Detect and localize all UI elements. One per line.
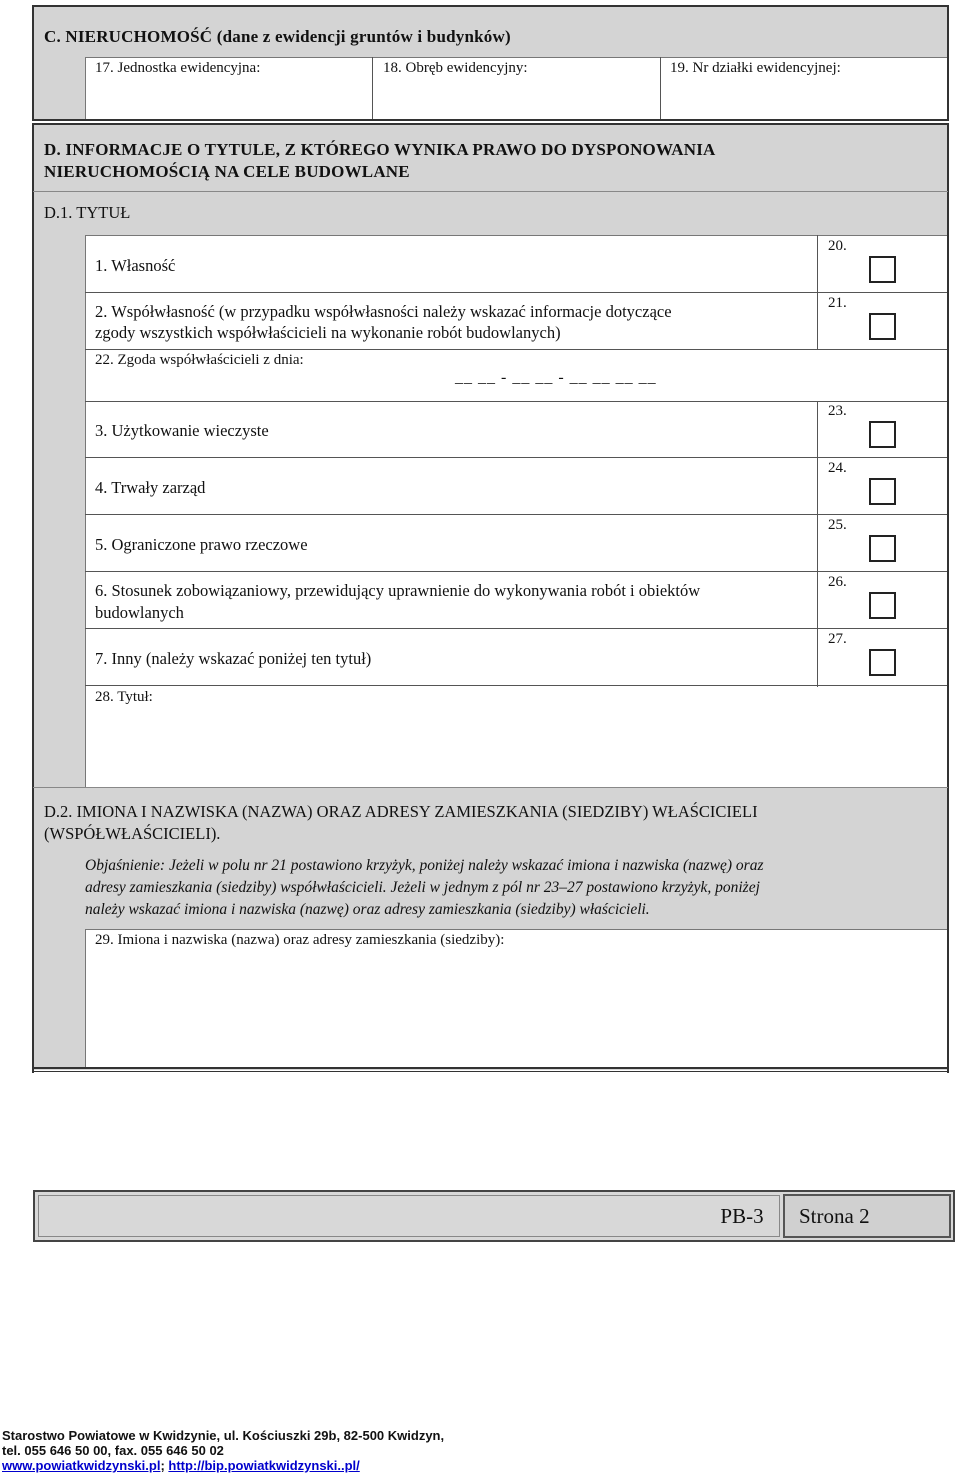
- title-option-wspolwlasnosc-label-cont: zgody wszystkich współwłaścicieli na wykonanie robót budowlanych): [95, 323, 561, 342]
- contact-line2: tel. 055 646 50 00, fax. 055 646 50 02: [2, 1443, 224, 1458]
- section-d-title-line2: NIERUCHOMOŚCIĄ NA CELE BUDOWLANE: [44, 162, 410, 181]
- title-option-ograniczone-prawo-label: 5. Ograniczone prawo rzeczowe: [95, 535, 308, 554]
- tytul-input[interactable]: [95, 710, 935, 782]
- d2-explanation-line1: Objaśnienie: Jeżeli w polu nr 21 postawiono krzyżyk, poniżej należy wskazać imiona i nazwiska (nazwę) oraz: [85, 857, 764, 874]
- divider: [85, 457, 947, 458]
- d2-explanation-line2: adresy zamieszkania (siedziby) współwłaścicieli. Jeżeli w jednym z pól nr 23–27 postawiono krzyżyk, poniżej: [85, 879, 760, 896]
- divider: [947, 5, 949, 121]
- field-number-24: 24.: [828, 460, 847, 476]
- divider: [32, 123, 34, 1073]
- d2-title-line2: (WSPÓŁWŁAŚCICIELI).: [44, 824, 221, 843]
- divider: [33, 5, 949, 7]
- owners-label: 29. Imiona i nazwiska (nazwa) oraz adresy zamieszkania (siedziby):: [95, 932, 505, 948]
- field-number-21: 21.: [828, 295, 847, 311]
- title-option-uzytkowanie-label: 3. Użytkowanie wieczyste: [95, 421, 269, 440]
- uzytkowanie-checkbox[interactable]: [869, 421, 896, 448]
- title-option-wlasnosc-label: 1. Własność: [95, 256, 176, 275]
- divider: [33, 1071, 949, 1072]
- link-separator: ;: [160, 1458, 169, 1473]
- ograniczone-prawo-checkbox[interactable]: [869, 535, 896, 562]
- field-jednostka-ewidencyjna-label: 17. Jednostka ewidencyjna:: [95, 60, 261, 76]
- divider: [85, 628, 947, 629]
- divider: [947, 123, 949, 1073]
- title-option-stosunek-label: 6. Stosunek zobowiązaniowy, przewidujący uprawnienie do wykonywania robót i obiektów: [95, 581, 701, 600]
- consent-date-label: 22. Zgoda współwłaścicieli z dnia:: [95, 352, 304, 368]
- form-code: PB-3: [720, 1203, 764, 1228]
- consent-row-filler: [816, 350, 820, 401]
- bip-link[interactable]: http://bip.powiatkwidzynski..pl/: [168, 1458, 360, 1473]
- field-number-25: 25.: [828, 517, 847, 533]
- field-number-27: 27.: [828, 631, 847, 647]
- d1-title: D.1. TYTUŁ: [44, 203, 131, 222]
- trwaly-zarzad-checkbox[interactable]: [869, 478, 896, 505]
- contact-links: [2, 1458, 360, 1473]
- divider: [85, 514, 947, 515]
- inny-checkbox[interactable]: [869, 649, 896, 676]
- footer-inner: [38, 1195, 780, 1237]
- divider: [32, 5, 34, 121]
- obreb-ewidencyjny-input[interactable]: [383, 82, 653, 116]
- field-obreb-ewidencyjny-label: 18. Obręb ewidencyjny:: [383, 60, 528, 76]
- section-d-title-line1: D. INFORMACJE O TYTULE, Z KTÓREGO WYNIKA PRAWO DO DYSPONOWANIA: [44, 140, 716, 159]
- tytul-label: 28. Tytuł:: [95, 689, 153, 705]
- divider: [85, 685, 947, 686]
- title-option-trwaly-zarzad-label: 4. Trwały zarząd: [95, 478, 206, 497]
- field-number-26: 26.: [828, 574, 847, 590]
- consent-date-input[interactable]: __ __ - __ __ - __ __ __ __: [455, 369, 657, 386]
- d2-title-line1: D.2. IMIONA I NAZWISKA (NAZWA) ORAZ ADRESY ZAMIESZKANIA (SIEDZIBY) WŁAŚCICIELI: [44, 802, 758, 821]
- divider: [33, 1067, 949, 1069]
- jednostka-ewidencyjna-input[interactable]: [95, 82, 365, 116]
- page-number: Strona 2: [783, 1194, 951, 1238]
- divider: [33, 787, 948, 788]
- section-c-title: C. NIERUCHOMOŚĆ (dane z ewidencji gruntów i budynków): [44, 27, 511, 46]
- owners-input[interactable]: [95, 954, 940, 1062]
- divider: [85, 292, 947, 293]
- divider: [85, 401, 947, 402]
- title-option-stosunek-label-cont: budowlanych: [95, 603, 184, 622]
- divider: [372, 57, 373, 119]
- wspolwlasnosc-checkbox[interactable]: [869, 313, 896, 340]
- wlasnosc-checkbox[interactable]: [869, 256, 896, 283]
- divider: [33, 123, 949, 125]
- divider: [33, 191, 948, 192]
- divider: [660, 57, 661, 119]
- website-link[interactable]: www.powiatkwidzynski.pl: [2, 1458, 161, 1473]
- field-number-23: 23.: [828, 403, 847, 419]
- field-nr-dzialki-label: 19. Nr działki ewidencyjnej:: [670, 60, 841, 76]
- divider: [85, 571, 947, 572]
- stosunek-checkbox[interactable]: [869, 592, 896, 619]
- d2-explanation-line3: należy wskazać imiona i nazwiska (nazwę) oraz adresy zamieszkania (siedziby) właścicieli.: [85, 901, 650, 918]
- divider: [817, 235, 818, 687]
- contact-line1: Starostwo Powiatowe w Kwidzynie, ul. Kościuszki 29b, 82-500 Kwidzyn,: [2, 1428, 445, 1443]
- nr-dzialki-input[interactable]: [670, 82, 940, 116]
- title-option-inny-label: 7. Inny (należy wskazać poniżej ten tytuł): [95, 649, 372, 668]
- divider: [33, 119, 949, 121]
- title-option-wspolwlasnosc-label: 2. Współwłasność (w przypadku współwłasności należy wskazać informacje dotyczące: [95, 302, 672, 321]
- field-number-20: 20.: [828, 238, 847, 254]
